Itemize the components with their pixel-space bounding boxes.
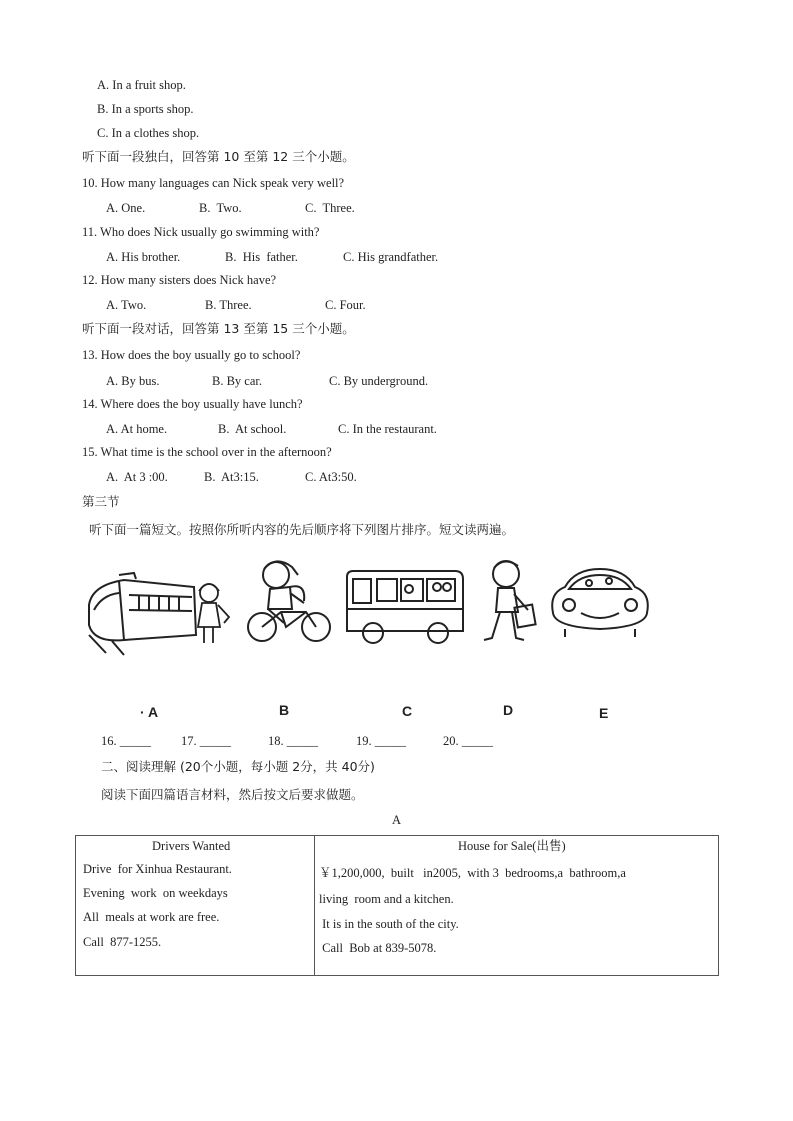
q14-option-a: A. At home.: [106, 422, 168, 436]
blank-17[interactable]: 17. _____: [181, 734, 231, 748]
q13-option-c: C. By underground.: [329, 374, 429, 388]
q10-option-b: B. Two.: [199, 201, 242, 215]
q15-option-a: A. At 3 :00.: [106, 470, 168, 484]
q10-question: 10. How many languages can Nick speak very well?: [82, 176, 345, 190]
q15-option-c: C. At3:50.: [305, 470, 357, 484]
q14-question: 14. Where does the boy usually have lunch?: [82, 397, 303, 411]
bus-icon: [343, 567, 468, 647]
q15-option-b: B. At3:15.: [204, 470, 259, 484]
ad-right-line: Call Bob at 839-5078.: [319, 941, 437, 955]
section-13-15-instruction: 听下面一段对话，回答第 13 至第 15 三个小题。: [82, 321, 355, 336]
ads-table: [75, 835, 719, 976]
ad-left-line: All meals at work are free.: [83, 910, 220, 924]
q9-option-b: B. In a sports shop.: [97, 102, 194, 116]
q13-option-a: A. By bus.: [106, 374, 160, 388]
car-icon: [545, 563, 655, 643]
q13-option-b: B. By car.: [212, 374, 262, 388]
blank-19[interactable]: 19. _____: [356, 734, 406, 748]
q14-option-b: B. At school.: [218, 422, 287, 436]
q11-option-c: C. His grandfather.: [343, 250, 439, 264]
q10-option-c: C. Three.: [305, 201, 355, 215]
bicycle-rider-icon: [246, 557, 336, 647]
train-icon: [84, 565, 234, 660]
ad-right-line: It is in the south of the city.: [319, 917, 459, 931]
q9-option-c: C. In a clothes shop.: [97, 126, 200, 140]
q12-option-b: B. Three.: [205, 298, 252, 312]
section-10-12-instruction: 听下面一段独白，回答第 10 至第 12 三个小题。: [82, 149, 355, 164]
blank-20[interactable]: 20. _____: [443, 734, 493, 748]
ad-drivers-wanted: [76, 836, 315, 976]
ad-left-line: Evening work on weekdays: [83, 886, 228, 900]
q11-option-b: B. His father.: [225, 250, 298, 264]
q12-option-c: C. Four.: [325, 298, 366, 312]
picture-label-a: · A: [140, 704, 159, 720]
part2-title: 二、阅读理解 (20个小题，每小题 2分，共 40分): [101, 759, 375, 774]
walking-boy-icon: [480, 556, 540, 646]
q11-option-a: A. His brother.: [106, 250, 181, 264]
blank-16[interactable]: 16. _____: [101, 734, 151, 748]
picture-label-c: C: [402, 703, 413, 719]
q11-question: 11. Who does Nick usually go swimming with?: [82, 225, 320, 239]
q10-option-a: A. One.: [106, 201, 146, 215]
ad-left-title: Drivers Wanted: [152, 839, 231, 853]
ad-right-line: living room and a kitchen.: [319, 892, 454, 906]
section3-title: 第三节: [82, 494, 120, 509]
q12-option-a: A. Two.: [106, 298, 147, 312]
passage-label: A: [392, 813, 402, 827]
q9-option-a: A. In a fruit shop.: [97, 78, 186, 92]
q12-question: 12. How many sisters does Nick have?: [82, 273, 277, 287]
ad-house-for-sale: [315, 836, 719, 976]
q14-option-c: C. In the restaurant.: [338, 422, 437, 436]
ad-left-line: Call 877-1255.: [83, 935, 162, 949]
q13-question: 13. How does the boy usually go to school?: [82, 348, 301, 362]
section3-instruction: 听下面一篇短文。按照你所听内容的先后顺序将下列图片排序。短文读两遍。: [89, 522, 515, 537]
picture-label-b: B: [279, 702, 290, 718]
q15-question: 15. What time is the school over in the afternoon?: [82, 445, 332, 459]
ad-right-line: ￥1,200,000, built in2005, with 3 bedrooms,a bathroom,a: [319, 866, 626, 880]
picture-label-d: D: [503, 702, 514, 718]
picture-label-e: E: [599, 705, 609, 721]
ad-right-title: House for Sale(出售): [458, 839, 566, 853]
part2-instruction: 阅读下面四篇语言材料，然后按文后要求做题。: [101, 787, 364, 802]
blank-18[interactable]: 18. _____: [268, 734, 318, 748]
ad-left-line: Drive for Xinhua Restaurant.: [83, 862, 232, 876]
